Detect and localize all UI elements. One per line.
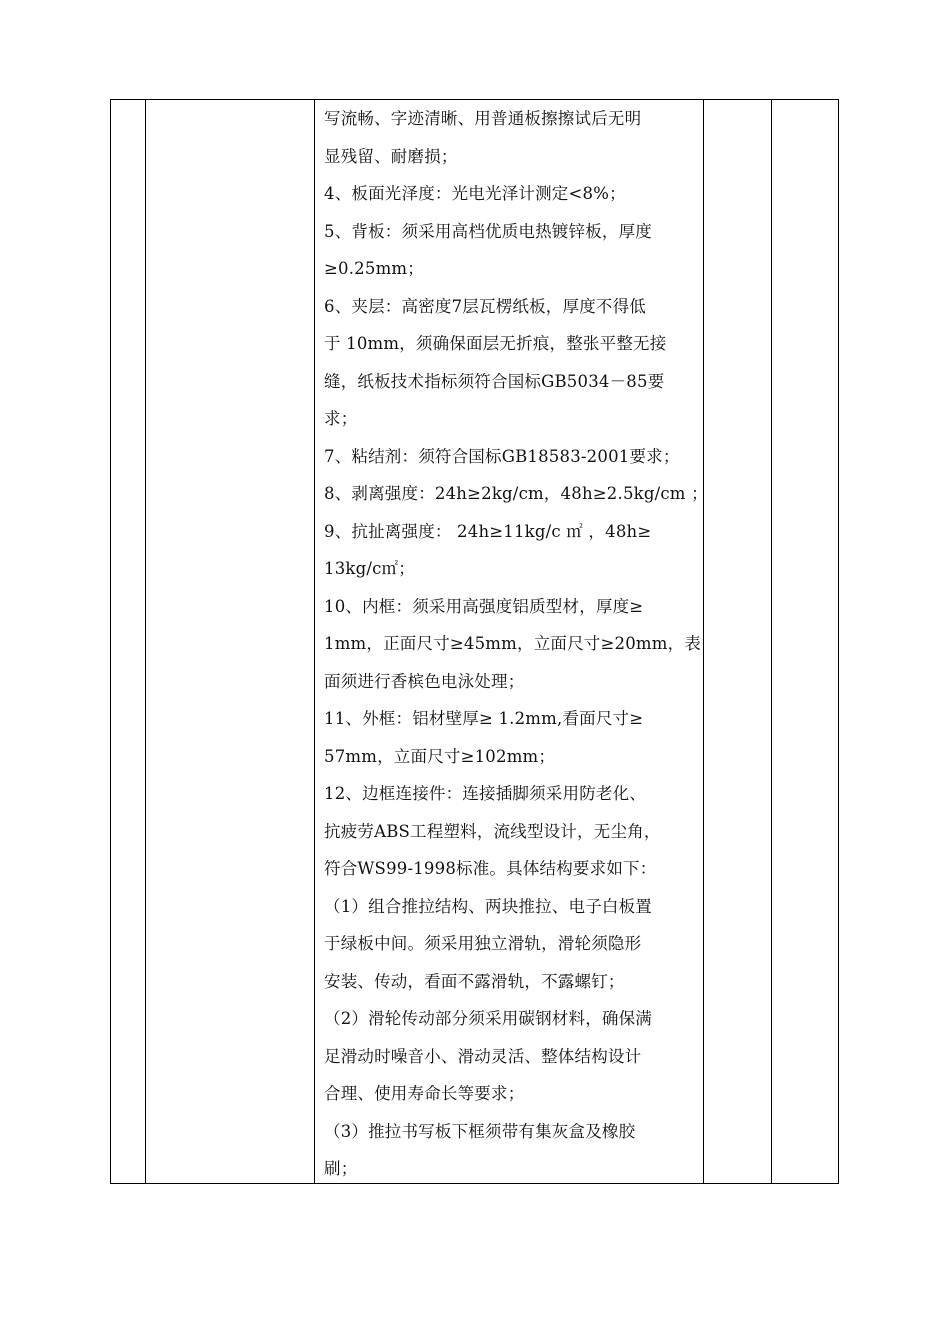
column-divider <box>145 100 146 1183</box>
spec-line: 求； <box>324 409 358 428</box>
spec-table <box>110 99 839 1184</box>
spec-line: 7、粘结剂：须符合国标GB18583-2001要求； <box>324 446 680 466</box>
column-divider <box>771 100 772 1183</box>
spec-line: 4、板面光泽度：光电光泽计测定<8%； <box>324 184 626 203</box>
spec-line: 10、内框：须采用高强度铝质型材，厚度≥ <box>324 596 644 616</box>
spec-line: 57mm，立面尺寸≥102mm； <box>324 746 556 766</box>
spec-line: 1mm，正面尺寸≥45mm，立面尺寸≥20mm，表 <box>324 634 702 653</box>
spec-line: 安装、传动，看面不露滑轨，不露螺钉； <box>324 971 625 991</box>
spec-line: 5、背板：须采用高档优质电热镀锌板，厚度 <box>324 221 652 241</box>
spec-line: 合理、使用寿命长等要求； <box>324 1084 525 1103</box>
spec-line: （2）滑轮传动部分须采用碳钢材料，确保满 <box>324 1009 652 1028</box>
spec-line: 8、剥离强度：24h≥2kg/cm，48h≥2.5kg/cm ； <box>324 484 708 503</box>
spec-line: 写流畅、字迹清晰、用普通板擦擦试后无明 <box>324 109 642 128</box>
spec-line: 6、夹层：高密度7层瓦楞纸板，厚度不得低 <box>324 296 646 316</box>
spec-line: 面须进行香槟色电泳处理； <box>324 671 525 691</box>
column-divider <box>703 100 704 1183</box>
spec-line: 缝，纸板技术指标须符合国标GB5034－85要 <box>324 371 665 391</box>
spec-line: 11、外框：铝材壁厚≥ 1.2mm,看面尺寸≥ <box>324 709 644 728</box>
spec-text-cell <box>324 100 708 1188</box>
spec-line: 于绿板中间。须采用独立滑轨，滑轮须隐形 <box>324 934 642 953</box>
column-divider <box>314 100 315 1183</box>
spec-line: 9、抗扯离强度： 24h≥11kg/c ㎡ ，48h≥ <box>324 521 652 541</box>
spec-line: 13kg/c㎡； <box>324 559 415 578</box>
spec-line: 显残留、耐磨损； <box>324 146 458 166</box>
spec-line: ≥0.25mm； <box>324 259 424 278</box>
spec-line: 刷； <box>324 1159 358 1178</box>
spec-line: 抗疲劳ABS工程塑料，流线型设计，无尘角， <box>324 821 661 841</box>
spec-line: 于 10mm，须确保面层无折痕，整张平整无接 <box>324 334 667 353</box>
spec-line: （3）推拉书写板下框须带有集灰盒及橡胶 <box>324 1121 636 1141</box>
spec-line: 符合WS99-1998标准。具体结构要求如下： <box>324 859 657 878</box>
spec-line: 足滑动时噪音小、滑动灵活、整体结构设计 <box>324 1046 642 1066</box>
spec-line: （1）组合推拉结构、两块推拉、电子白板置 <box>324 896 652 916</box>
spec-line: 12、边框连接件：连接插脚须采用防老化、 <box>324 784 646 803</box>
